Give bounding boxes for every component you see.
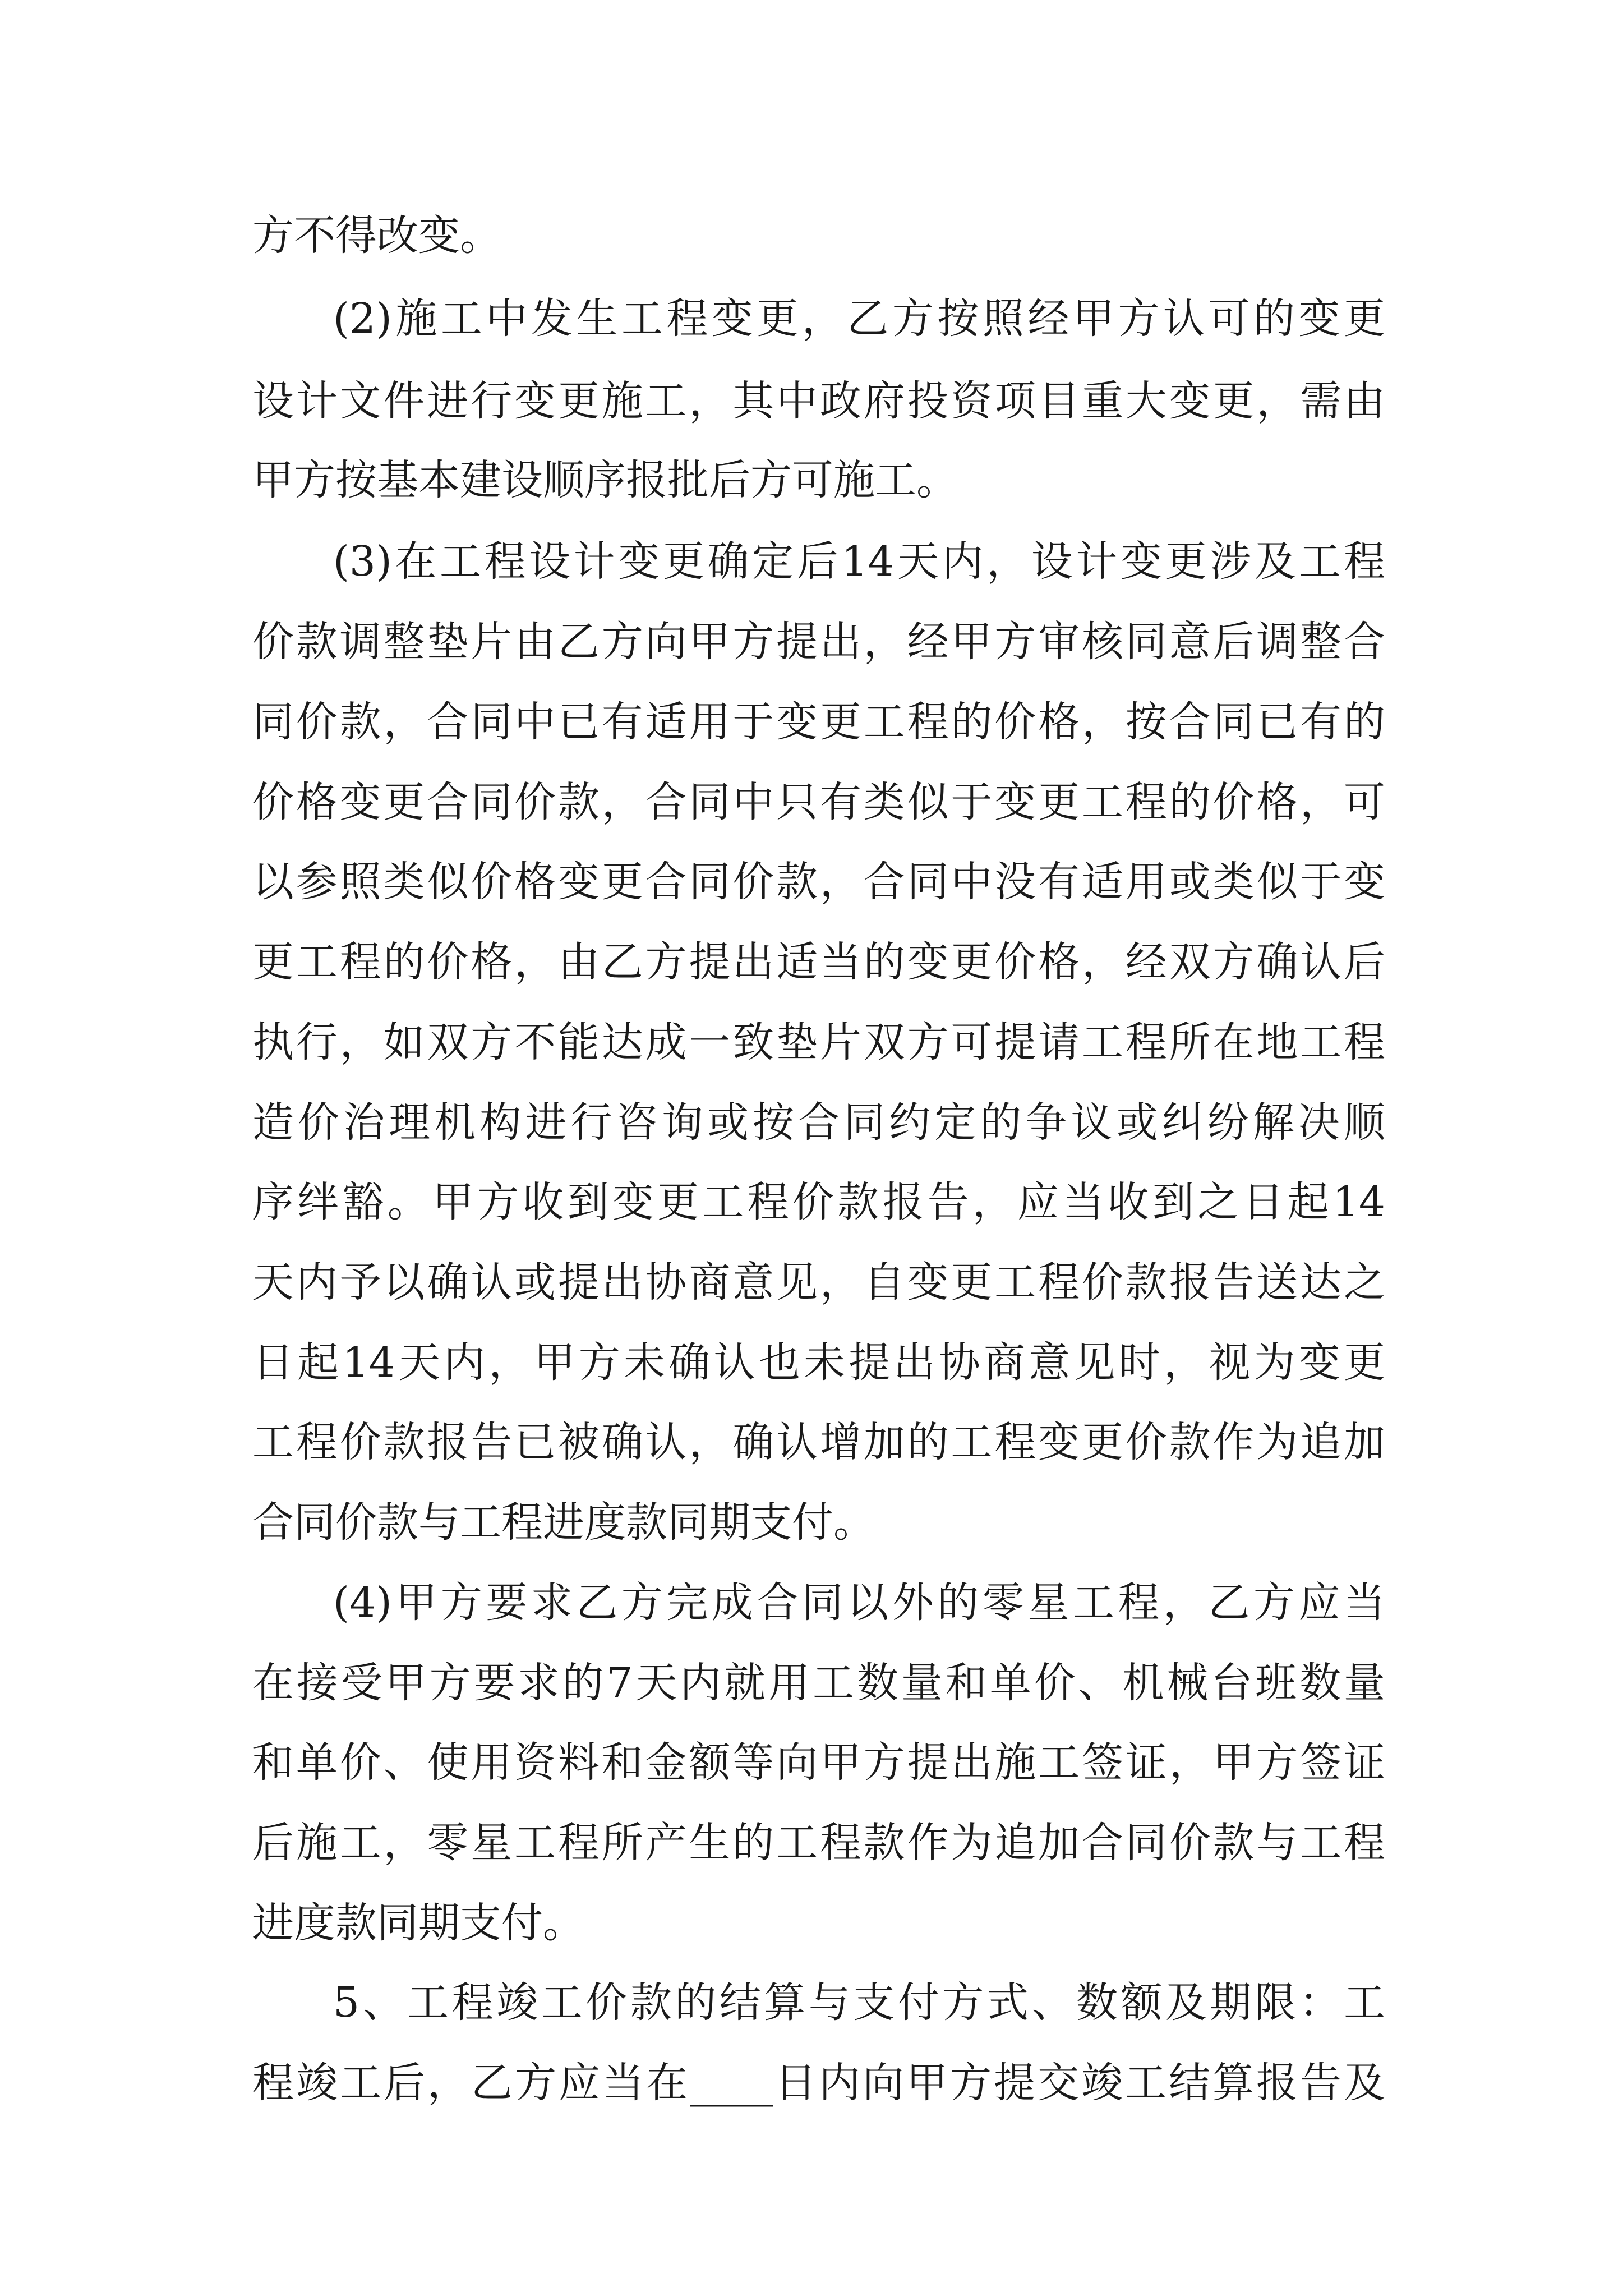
- text-line: 天内予以确认或提出协商意见，自变更工程价款报告送达之: [252, 1258, 1385, 1306]
- text-line: 更工程的价格，由乙方提出适当的变更价格，经双方确认后: [252, 938, 1385, 986]
- text-line: 方不得改变。: [252, 211, 501, 260]
- text-line: 同价款，合同中已有适用于变更工程的价格，按合同已有的: [252, 698, 1385, 746]
- text-line: (2)施工中发生工程变更，乙方按照经甲方认可的变更: [333, 295, 1385, 343]
- text-line: 合同价款与工程进度款同期支付。: [252, 1498, 875, 1547]
- text-line: 后施工，零星工程所产生的工程款作为追加合同价款与工程: [252, 1819, 1385, 1867]
- text-line: 在接受甲方要求的7天内就用工数量和单价、机械台班数量: [252, 1659, 1385, 1707]
- text-line: 日起14天内，甲方未确认也未提出协商意见时，视为变更: [252, 1338, 1385, 1387]
- text-line: 和单价、使用资料和金额等向甲方提出施工签证，甲方签证: [252, 1738, 1385, 1787]
- text-line: 工程价款报告已被确认，确认增加的工程变更价款作为追加: [252, 1418, 1385, 1466]
- text-line: 序绊豁。甲方收到变更工程价款报告，应当收到之日起14: [252, 1178, 1385, 1226]
- text-line: 程竣工后，乙方应当在____日内向甲方提交竣工结算报告及: [252, 2059, 1385, 2107]
- text-line: (3)在工程设计变更确定后14天内，设计变更涉及工程: [333, 537, 1385, 586]
- text-line: (4)甲方要求乙方完成合同以外的零星工程，乙方应当: [333, 1579, 1385, 1627]
- text-line: 执行，如双方不能达成一致垫片双方可提请工程所在地工程: [252, 1018, 1385, 1066]
- text-line: 进度款同期支付。: [252, 1899, 584, 1947]
- text-line: 设计文件进行变更施工，其中政府投资项目重大变更，需由: [252, 377, 1385, 425]
- text-line: 价格变更合同价款，合同中只有类似于变更工程的价格，可: [252, 778, 1385, 826]
- text-line: 以参照类似价格变更合同价款，合同中没有适用或类似于变: [252, 858, 1385, 906]
- text-line: 价款调整垫片由乙方向甲方提出，经甲方审核同意后调整合: [252, 618, 1385, 666]
- text-line: 甲方按基本建设顺序报批后方可施工。: [252, 456, 958, 504]
- text-line: 造价治理机构进行咨询或按合同约定的争议或纠纷解决顺: [252, 1098, 1385, 1147]
- text-line: 5、工程竣工价款的结算与支付方式、数额及期限：工: [333, 1978, 1385, 2027]
